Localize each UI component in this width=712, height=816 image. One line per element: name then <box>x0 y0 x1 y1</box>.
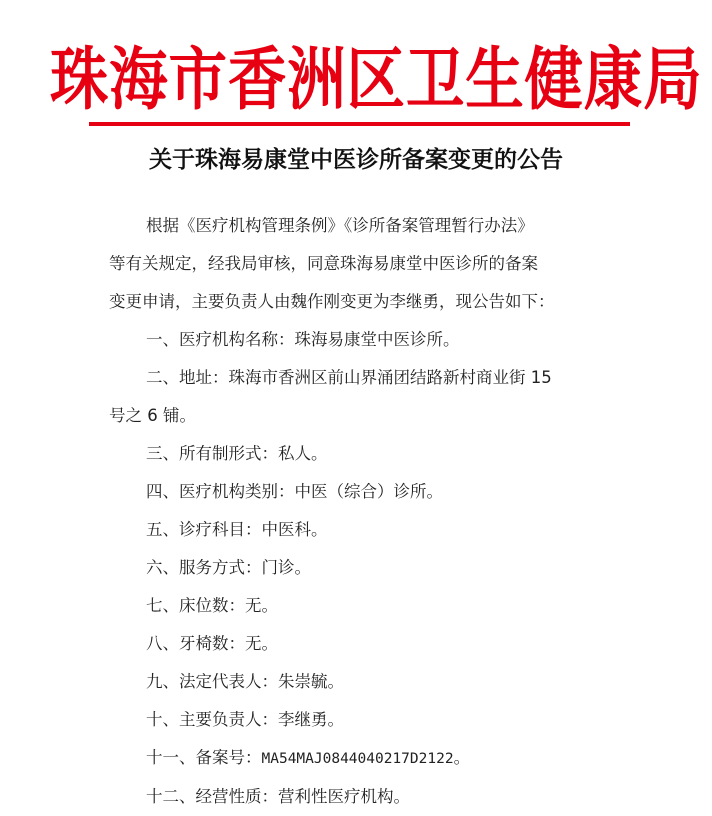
issuer-masthead: 珠海市香洲区卫生健康局 <box>49 40 703 120</box>
item-address-continued: 号之 6 铺。 <box>109 406 196 425</box>
notice-title: 关于珠海易康堂中医诊所备案变更的公告 <box>149 146 563 173</box>
intro-line-2: 等有关规定，经我局审核，同意珠海易康堂中医诊所的备案 <box>109 254 538 273</box>
item-principal: 十、主要负责人：李继勇。 <box>146 710 344 729</box>
item-legal-representative: 九、法定代表人：朱崇毓。 <box>146 672 344 691</box>
filing-number-end: 。 <box>453 748 471 767</box>
item-department: 五、诊疗科目：中医科。 <box>146 520 328 539</box>
intro-line-1: 根据《医疗机构管理条例》《诊所备案管理暂行办法》 <box>146 216 534 235</box>
item-category: 四、医疗机构类别：中医（综合）诊所。 <box>146 482 443 501</box>
item-beds: 七、床位数：无。 <box>146 596 278 615</box>
filing-number-label: 十一、备案号： <box>146 748 262 767</box>
item-dental-chairs: 八、牙椅数：无。 <box>146 634 278 653</box>
item-service-mode: 六、服务方式：门诊。 <box>146 558 311 577</box>
item-filing-number <box>109 739 614 778</box>
item-business-nature: 十二、经营性质：营利性医疗机构。 <box>146 787 410 806</box>
filing-number-value: MA54MAJ0844040217D2122 <box>261 751 454 767</box>
masthead-red-rule <box>89 122 630 126</box>
intro-line-3: 变更申请，主要负责人由魏作刚变更为李继勇，现公告如下： <box>109 292 555 311</box>
item-ownership: 三、所有制形式：私人。 <box>146 444 328 463</box>
item-institution-name: 一、医疗机构名称：珠海易康堂中医诊所。 <box>146 330 460 349</box>
notice-body <box>109 207 614 816</box>
item-address: 二、地址：珠海市香洲区前山界涌团结路新村商业街 15 <box>146 368 552 387</box>
